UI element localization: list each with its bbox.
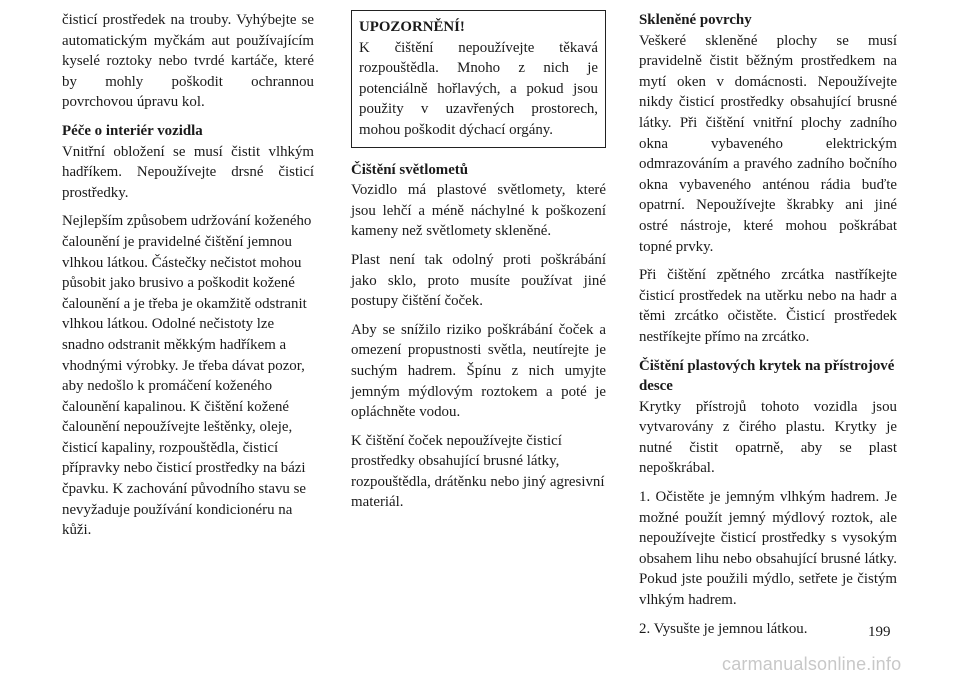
paragraph-scratch-risk: Aby se snížilo riziko poškrábání čoček a omezení propustnosti světla, neutírejte je suchým hadrem. Špínu z nich umyjte jemným mýdlovým roztokem a poté je opláchněte vodou. <box>351 321 606 421</box>
paragraph-mirror-cleaning: Při čištění zpětného zrcátka nastříkejte čisticí prostředek na utěrku nebo na hadr a těmi zrcátko očistěte. Čisticí prostředek nestříkejte přímo na zrcátko. <box>639 267 897 345</box>
section-cluster-lens <box>639 356 897 480</box>
heading-glass-surfaces: Skleněné povrchy <box>639 12 752 28</box>
paragraph-leather-care: Nejlepším způsobem udržování koženého čalounění je pravidelné čištění jemnou vlhkou látkou. Částečky nečistot mohou působit jako brusivo a poškodit kožené čalounění a je třeba je okamžitě odstranit vlhkou látkou. Odolné nečistoty lze snadno odstranit měkkým hadříkem a vhodnými výrobky. Je třeba dávat pozor, aby nedošlo k promáčení koženého čalounění kapalinou. K čištění kožené čalounění nepoužívejte leštěnky, oleje, čisticí kapaliny, rozpouštědla, čisticí přípravky nebo čisticí prostředky na bázi čpavku. K zachování původního stavu se nevyžaduje používání kondicionéru na kůži. <box>62 213 312 539</box>
section-glass-surfaces <box>639 10 897 257</box>
paragraph-plastic-headlamps: Vozidlo má plastové světlomety, které jsou lehčí a méně náchylné k poškození kameny než světlomety skleněné. <box>351 182 606 240</box>
paragraph-plastic-durability: Plast není tak odolný proti poškrábání jako sklo, proto musíte používat jiné postupy čištění čoček. <box>351 251 606 310</box>
text-column-right <box>639 10 897 647</box>
list-item-step-2: 2. Vysušte je jemnou látkou. <box>639 620 808 637</box>
heading-interior-care: Péče o interiér vozidla <box>62 122 203 139</box>
warning-title: UPOZORNĚNÍ! <box>359 19 465 35</box>
heading-cluster-lens: Čištění plastových krytek na přístrojové desce <box>639 357 895 395</box>
paragraph-glass-cleaning: Veškeré skleněné plochy se musí pravidelně čistit běžným prostředkem na mytí oken v domácnosti. Nepoužívejte nikdy čisticí prostředky obsahující brusné látky. Při čištění vnitřní plochy zadního okna vybaveného elektrickým odmrazováním a pravého zadního bočního okna vybaveného anténou rádia buďte opatrní. Nepoužívejte škrabky ani jiné ostré nástroje, které mohou poškrábat topné prvky. <box>639 32 897 255</box>
list-item-step-1: 1. Očistěte je jemným vlhkým hadrem. Je možné použít jemný mýdlový roztok, ale nepoužívejte čisticí prostředky s vysokým obsahem lihu nebo obsahující brusné látky. Pokud jste použili mýdlo, setřete je čistým vlhkým hadrem. <box>639 489 897 609</box>
warning-text: K čištění nepoužívejte těkavá rozpouštědla. Mnoho z nich je potenciálně hořlavých, a pokud jsou použity v uzavřených prostorech, mohou poškodit dýchací orgány. <box>359 39 598 138</box>
section-interior-care <box>62 121 314 203</box>
heading-headlamp-cleaning: Čištění světlometů <box>351 161 469 178</box>
paragraph-interior-trim: Vnitřní obložení se musí čistit vlhkým hadříkem. Nepoužívejte drsné čisticí prostředky. <box>62 143 314 201</box>
watermark-text: carmanualsonline.info <box>722 654 902 674</box>
page-number: 199 <box>868 624 891 640</box>
paragraph-cluster-lens: Krytky přístrojů tohoto vozidla jsou vytvarovány z čirého plastu. Krytky je nutné čistit opatrně, aby se plast nepoškrábal. <box>639 398 897 477</box>
text-column-left <box>62 10 314 549</box>
paragraph-wheel-cleaning: čisticí prostředek na trouby. Vyhýbejte se automatickým myčkám aut používajícím kyselé roztoky nebo tvrdé kartáče, které by mohly poškodit ochrannou povrchovou úpravu kol. <box>62 12 314 111</box>
paragraph-lens-cleaners: K čištění čoček nepoužívejte čisticí prostředky obsahující brusné látky, rozpouštědla, drátěnku nebo jiný agresivní materiál. <box>351 432 605 511</box>
warning-box <box>351 10 606 148</box>
section-headlamp-cleaning <box>351 160 606 242</box>
cleaning-steps-list <box>639 487 897 639</box>
text-column-middle <box>351 10 606 521</box>
